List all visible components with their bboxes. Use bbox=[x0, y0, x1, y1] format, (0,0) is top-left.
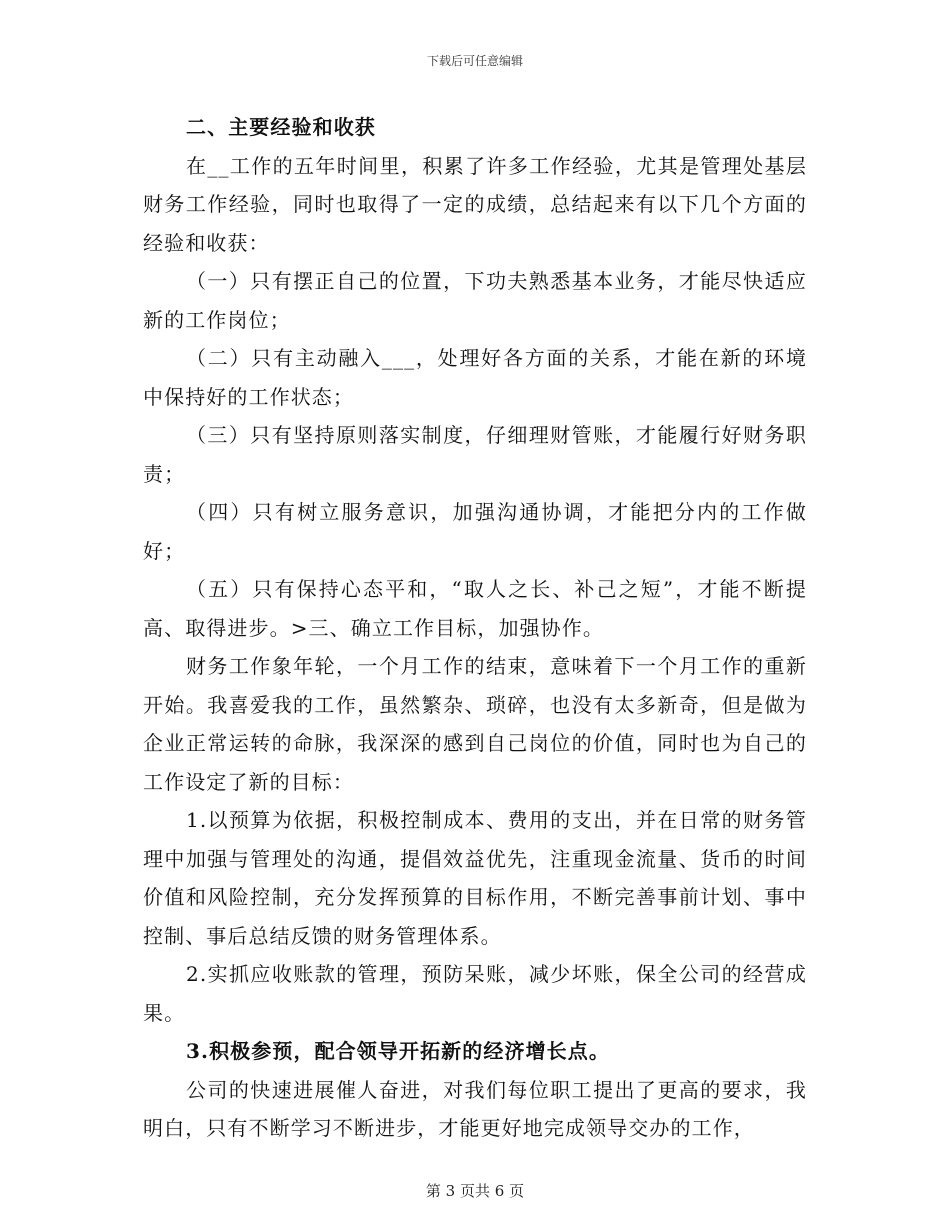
page-number: 第 3 页共 6 页 bbox=[425, 1182, 525, 1200]
point-item: （五）只有保持心态平和，“取人之长、补己之短”，才能不断提高、取得进步。>三、确立工作目标，加强协作。 bbox=[143, 577, 807, 640]
point-item: （二）只有主动融入___，处理好各方面的关系，才能在新的环境中保持好的工作状态； bbox=[143, 346, 807, 409]
page-header: 下载后可任意编辑 bbox=[426, 54, 523, 68]
goals-paragraph: 财务工作象年轮，一个月工作的结束，意味着下一个月工作的重新开始。我喜爱我的工作，虽然繁杂、琐碎，也没有太多新奇，但是做为企业正常运转的命脉，我深深的感到自己岗位的价值，同时也为自己的工作设定了新的目标： bbox=[143, 654, 807, 794]
goal-item: 2.实抓应收账款的管理，预防呆账，减少坏账，保全公司的经营成果。 bbox=[143, 962, 807, 1025]
goal-item: 1.以预算为依据，积极控制成本、费用的支出，并在日常的财务管理中加强与管理处的沟通，提倡效益优先，注重现金流量、货币的时间价值和风险控制，充分发挥预算的目标作用，不断完善事前计划、事中控制、事后总结反馈的财务管理体系。 bbox=[143, 808, 807, 948]
point-item: （四）只有树立服务意识，加强沟通协调，才能把分内的工作做好； bbox=[143, 500, 807, 563]
point-item: （三）只有坚持原则落实制度，仔细理财管账，才能履行好财务职责； bbox=[143, 423, 807, 486]
goal-heading: 3.积极参预，配合领导开拓新的经济增长点。 bbox=[186, 1039, 610, 1063]
section-heading: 二、主要经验和收获 bbox=[186, 115, 376, 139]
document-body bbox=[143, 108, 807, 1148]
point-item: （一）只有摆正自己的位置，下功夫熟悉基本业务，才能尽快适应新的工作岗位； bbox=[143, 269, 807, 332]
intro-paragraph: 在__工作的五年时间里，积累了许多工作经验，尤其是管理处基层财务工作经验，同时也取得了一定的成绩，总结起来有以下几个方面的经验和收获： bbox=[143, 153, 807, 255]
closing-paragraph: 公司的快速进展催人奋进，对我们每位职工提出了更高的要求，我明白，只有不断学习不断进步，才能更好地完成领导交办的工作， bbox=[143, 1077, 807, 1140]
